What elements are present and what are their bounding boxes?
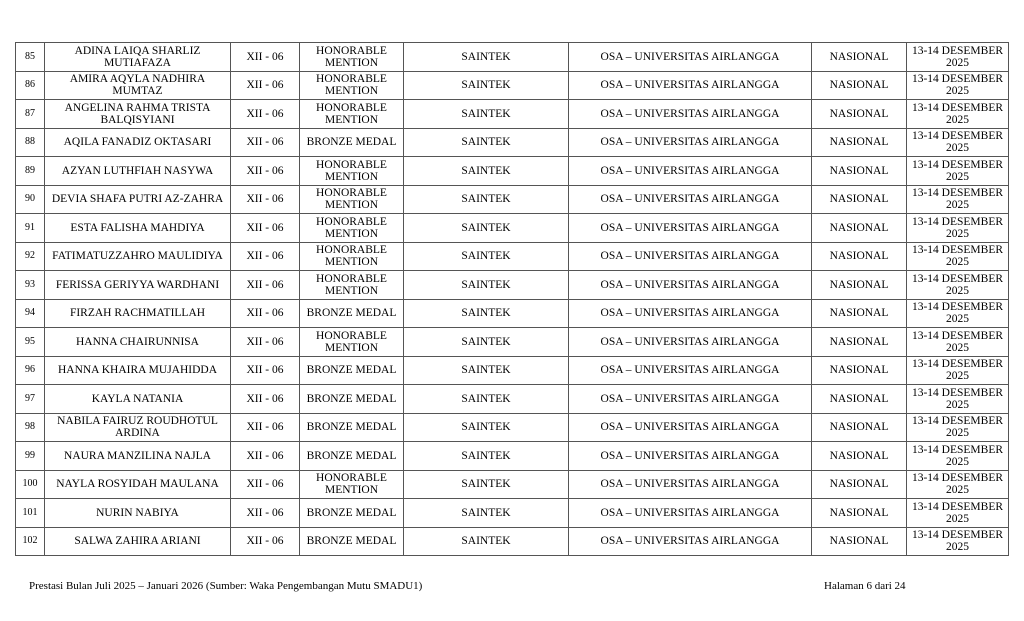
student-name-cell: ANGELINA RAHMA TRISTA BALQISYIANI [45, 100, 231, 129]
event-cell: OSA – UNIVERSITAS AIRLANGGA [569, 242, 812, 271]
student-name-cell: NURIN NABIYA [45, 499, 231, 528]
class-cell: XII - 06 [231, 299, 300, 328]
level-cell: NASIONAL [812, 43, 907, 72]
table-row [16, 100, 1009, 129]
table-row [16, 356, 1009, 385]
event-cell: OSA – UNIVERSITAS AIRLANGGA [569, 385, 812, 414]
class-cell: XII - 06 [231, 214, 300, 243]
field-cell: SAINTEK [404, 442, 569, 471]
level-cell: NASIONAL [812, 214, 907, 243]
level-cell: NASIONAL [812, 385, 907, 414]
level-cell: NASIONAL [812, 299, 907, 328]
award-cell: HONORABLE MENTION [300, 242, 404, 271]
table-row [16, 328, 1009, 357]
level-cell: NASIONAL [812, 413, 907, 442]
award-cell: HONORABLE MENTION [300, 470, 404, 499]
table-row [16, 413, 1009, 442]
date-cell: 13-14 DESEMBER 2025 [907, 128, 1009, 157]
class-cell: XII - 06 [231, 100, 300, 129]
level-cell: NASIONAL [812, 356, 907, 385]
class-cell: XII - 06 [231, 242, 300, 271]
award-cell: BRONZE MEDAL [300, 499, 404, 528]
date-cell: 13-14 DESEMBER 2025 [907, 470, 1009, 499]
field-cell: SAINTEK [404, 43, 569, 72]
field-cell: SAINTEK [404, 527, 569, 556]
field-cell: SAINTEK [404, 128, 569, 157]
row-number-cell: 93 [16, 271, 45, 300]
event-cell: OSA – UNIVERSITAS AIRLANGGA [569, 527, 812, 556]
date-cell: 13-14 DESEMBER 2025 [907, 185, 1009, 214]
class-cell: XII - 06 [231, 385, 300, 414]
class-cell: XII - 06 [231, 499, 300, 528]
date-cell: 13-14 DESEMBER 2025 [907, 71, 1009, 100]
award-cell: HONORABLE MENTION [300, 214, 404, 243]
student-name-cell: FATIMATUZZAHRO MAULIDIYA [45, 242, 231, 271]
student-name-cell: AZYAN LUTHFIAH NASYWA [45, 157, 231, 186]
date-cell: 13-14 DESEMBER 2025 [907, 413, 1009, 442]
field-cell: SAINTEK [404, 413, 569, 442]
award-cell: HONORABLE MENTION [300, 71, 404, 100]
event-cell: OSA – UNIVERSITAS AIRLANGGA [569, 356, 812, 385]
row-number-cell: 88 [16, 128, 45, 157]
row-number-cell: 101 [16, 499, 45, 528]
date-cell: 13-14 DESEMBER 2025 [907, 43, 1009, 72]
row-number-cell: 99 [16, 442, 45, 471]
field-cell: SAINTEK [404, 185, 569, 214]
award-cell: HONORABLE MENTION [300, 185, 404, 214]
award-cell: BRONZE MEDAL [300, 128, 404, 157]
event-cell: OSA – UNIVERSITAS AIRLANGGA [569, 214, 812, 243]
date-cell: 13-14 DESEMBER 2025 [907, 499, 1009, 528]
event-cell: OSA – UNIVERSITAS AIRLANGGA [569, 185, 812, 214]
table-row [16, 128, 1009, 157]
class-cell: XII - 06 [231, 157, 300, 186]
student-name-cell: NAURA MANZILINA NAJLA [45, 442, 231, 471]
level-cell: NASIONAL [812, 328, 907, 357]
date-cell: 13-14 DESEMBER 2025 [907, 100, 1009, 129]
award-cell: BRONZE MEDAL [300, 442, 404, 471]
row-number-cell: 102 [16, 527, 45, 556]
event-cell: OSA – UNIVERSITAS AIRLANGGA [569, 499, 812, 528]
field-cell: SAINTEK [404, 271, 569, 300]
table-row [16, 527, 1009, 556]
page-number: Halaman 6 dari 24 [824, 580, 906, 592]
award-cell: BRONZE MEDAL [300, 356, 404, 385]
row-number-cell: 96 [16, 356, 45, 385]
table-body [16, 43, 1009, 556]
date-cell: 13-14 DESEMBER 2025 [907, 328, 1009, 357]
row-number-cell: 86 [16, 71, 45, 100]
table-row [16, 242, 1009, 271]
event-cell: OSA – UNIVERSITAS AIRLANGGA [569, 328, 812, 357]
event-cell: OSA – UNIVERSITAS AIRLANGGA [569, 470, 812, 499]
class-cell: XII - 06 [231, 413, 300, 442]
level-cell: NASIONAL [812, 499, 907, 528]
table-row [16, 214, 1009, 243]
class-cell: XII - 06 [231, 43, 300, 72]
row-number-cell: 87 [16, 100, 45, 129]
class-cell: XII - 06 [231, 328, 300, 357]
field-cell: SAINTEK [404, 470, 569, 499]
row-number-cell: 85 [16, 43, 45, 72]
field-cell: SAINTEK [404, 299, 569, 328]
class-cell: XII - 06 [231, 356, 300, 385]
event-cell: OSA – UNIVERSITAS AIRLANGGA [569, 299, 812, 328]
class-cell: XII - 06 [231, 185, 300, 214]
table-row [16, 299, 1009, 328]
student-name-cell: SALWA ZAHIRA ARIANI [45, 527, 231, 556]
student-name-cell: HANNA KHAIRA MUJAHIDDA [45, 356, 231, 385]
award-cell: BRONZE MEDAL [300, 527, 404, 556]
event-cell: OSA – UNIVERSITAS AIRLANGGA [569, 43, 812, 72]
event-cell: OSA – UNIVERSITAS AIRLANGGA [569, 271, 812, 300]
field-cell: SAINTEK [404, 328, 569, 357]
student-name-cell: HANNA CHAIRUNNISA [45, 328, 231, 357]
table-row [16, 185, 1009, 214]
student-name-cell: KAYLA NATANIA [45, 385, 231, 414]
student-name-cell: AMIRA AQYLA NADHIRA MUMTAZ [45, 71, 231, 100]
row-number-cell: 92 [16, 242, 45, 271]
date-cell: 13-14 DESEMBER 2025 [907, 442, 1009, 471]
level-cell: NASIONAL [812, 442, 907, 471]
award-cell: HONORABLE MENTION [300, 100, 404, 129]
class-cell: XII - 06 [231, 128, 300, 157]
level-cell: NASIONAL [812, 71, 907, 100]
date-cell: 13-14 DESEMBER 2025 [907, 242, 1009, 271]
row-number-cell: 98 [16, 413, 45, 442]
student-name-cell: NAYLA ROSYIDAH MAULANA [45, 470, 231, 499]
event-cell: OSA – UNIVERSITAS AIRLANGGA [569, 157, 812, 186]
class-cell: XII - 06 [231, 71, 300, 100]
achievement-table [15, 42, 1009, 556]
level-cell: NASIONAL [812, 185, 907, 214]
award-cell: BRONZE MEDAL [300, 413, 404, 442]
student-name-cell: FERISSA GERIYYA WARDHANI [45, 271, 231, 300]
date-cell: 13-14 DESEMBER 2025 [907, 214, 1009, 243]
student-name-cell: ESTA FALISHA MAHDIYA [45, 214, 231, 243]
table-row [16, 71, 1009, 100]
row-number-cell: 97 [16, 385, 45, 414]
level-cell: NASIONAL [812, 128, 907, 157]
date-cell: 13-14 DESEMBER 2025 [907, 157, 1009, 186]
table-row [16, 271, 1009, 300]
field-cell: SAINTEK [404, 385, 569, 414]
level-cell: NASIONAL [812, 100, 907, 129]
student-name-cell: AQILA FANADIZ OKTASARI [45, 128, 231, 157]
award-cell: HONORABLE MENTION [300, 271, 404, 300]
date-cell: 13-14 DESEMBER 2025 [907, 527, 1009, 556]
award-cell: HONORABLE MENTION [300, 43, 404, 72]
table-row [16, 470, 1009, 499]
field-cell: SAINTEK [404, 356, 569, 385]
row-number-cell: 94 [16, 299, 45, 328]
student-name-cell: NABILA FAIRUZ ROUDHOTUL ARDINA [45, 413, 231, 442]
event-cell: OSA – UNIVERSITAS AIRLANGGA [569, 413, 812, 442]
class-cell: XII - 06 [231, 271, 300, 300]
level-cell: NASIONAL [812, 470, 907, 499]
date-cell: 13-14 DESEMBER 2025 [907, 385, 1009, 414]
award-cell: BRONZE MEDAL [300, 385, 404, 414]
table-row [16, 442, 1009, 471]
field-cell: SAINTEK [404, 71, 569, 100]
level-cell: NASIONAL [812, 527, 907, 556]
student-name-cell: DEVIA SHAFA PUTRI AZ-ZAHRA [45, 185, 231, 214]
table-row [16, 385, 1009, 414]
field-cell: SAINTEK [404, 242, 569, 271]
award-cell: HONORABLE MENTION [300, 157, 404, 186]
row-number-cell: 91 [16, 214, 45, 243]
row-number-cell: 89 [16, 157, 45, 186]
event-cell: OSA – UNIVERSITAS AIRLANGGA [569, 100, 812, 129]
class-cell: XII - 06 [231, 470, 300, 499]
footer-source: Prestasi Bulan Juli 2025 – Januari 2026 (Sumber: Waka Pengembangan Mutu SMADU1) [29, 580, 423, 592]
date-cell: 13-14 DESEMBER 2025 [907, 299, 1009, 328]
date-cell: 13-14 DESEMBER 2025 [907, 271, 1009, 300]
table-row [16, 499, 1009, 528]
event-cell: OSA – UNIVERSITAS AIRLANGGA [569, 71, 812, 100]
award-cell: HONORABLE MENTION [300, 328, 404, 357]
row-number-cell: 100 [16, 470, 45, 499]
student-name-cell: FIRZAH RACHMATILLAH [45, 299, 231, 328]
level-cell: NASIONAL [812, 157, 907, 186]
row-number-cell: 90 [16, 185, 45, 214]
table-row [16, 157, 1009, 186]
student-name-cell: ADINA LAIQA SHARLIZ MUTIAFAZA [45, 43, 231, 72]
level-cell: NASIONAL [812, 271, 907, 300]
class-cell: XII - 06 [231, 527, 300, 556]
table-row [16, 43, 1009, 72]
field-cell: SAINTEK [404, 157, 569, 186]
event-cell: OSA – UNIVERSITAS AIRLANGGA [569, 442, 812, 471]
class-cell: XII - 06 [231, 442, 300, 471]
field-cell: SAINTEK [404, 499, 569, 528]
award-cell: BRONZE MEDAL [300, 299, 404, 328]
level-cell: NASIONAL [812, 242, 907, 271]
field-cell: SAINTEK [404, 100, 569, 129]
field-cell: SAINTEK [404, 214, 569, 243]
row-number-cell: 95 [16, 328, 45, 357]
event-cell: OSA – UNIVERSITAS AIRLANGGA [569, 128, 812, 157]
date-cell: 13-14 DESEMBER 2025 [907, 356, 1009, 385]
